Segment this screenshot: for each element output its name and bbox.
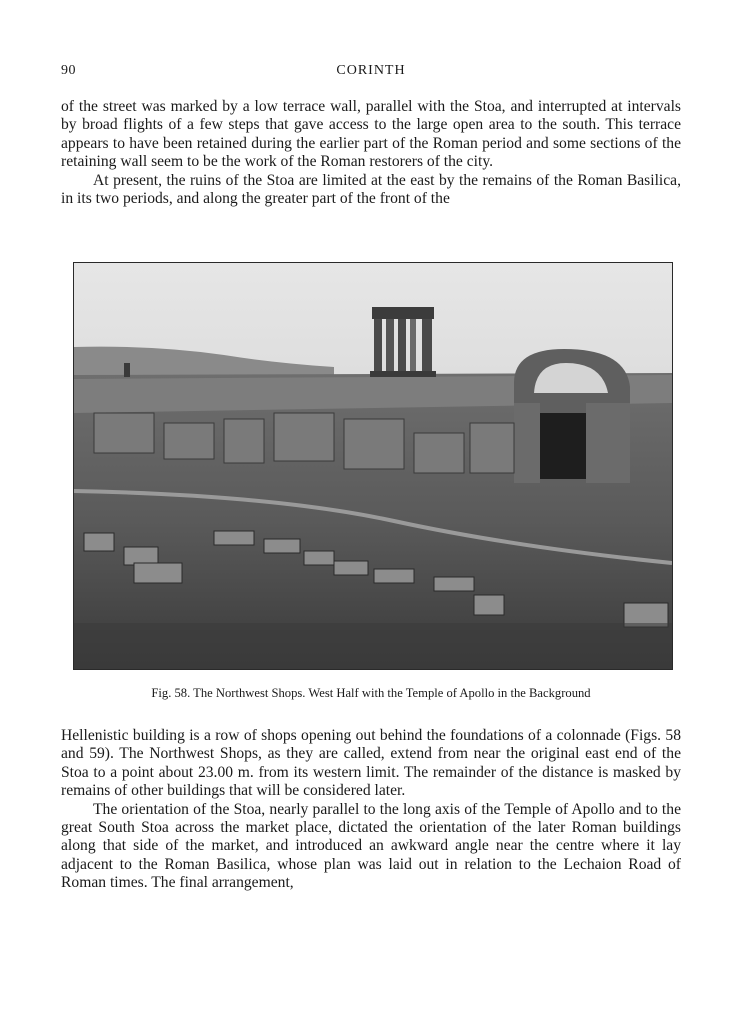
paragraph: of the street was marked by a low terrace wall, parallel with the Stoa, and interrupted at intervals by broad flights of a few steps that gave access to the large open area to the south. This terrace appears to have been retained during the earlier part of the Roman period and some sections of the retaining wall seem to be the work of the Roman restorers of the city. <box>61 98 681 171</box>
paragraph: Hellenistic building is a row of shops opening out behind the foundations of a colonnade (Figs. 58 and 59). The Northwest Shops, as they are called, extend from near the original east end of the Stoa to a point about 23.00 m. from its western limit. The remainder of the distance is masked by remains of other buildings that will be considered later. <box>61 727 681 800</box>
running-head <box>61 63 681 83</box>
arch-ruin <box>514 349 630 483</box>
running-title: CORINTH <box>336 63 406 78</box>
temple-of-apollo <box>370 307 436 377</box>
figure-caption: Fig. 58. The Northwest Shops. West Half with the Temple of Apollo in the Background <box>151 686 591 700</box>
figure-photograph <box>73 262 673 670</box>
paragraph: At present, the ruins of the Stoa are limited at the east by the remains of the Roman Basilica, in its two periods, and along the greater part of the front of the <box>61 171 681 208</box>
photo-temple-of-apollo-ruins <box>74 263 672 669</box>
text-block-top <box>61 98 681 208</box>
paragraph: The orientation of the Stoa, nearly parallel to the long axis of the Temple of Apollo and to the great South Stoa across the market place, dictated the orientation of the later Roman buildings along that side of the market, and introduced an awkward angle near the centre where it lay adjacent to the Roman Basilica, whose plan was laid out in relation to the Lechaion Road of Roman times. The final arrangement, <box>61 800 681 892</box>
text-block-bottom <box>61 727 681 893</box>
page-number: 90 <box>61 63 76 78</box>
